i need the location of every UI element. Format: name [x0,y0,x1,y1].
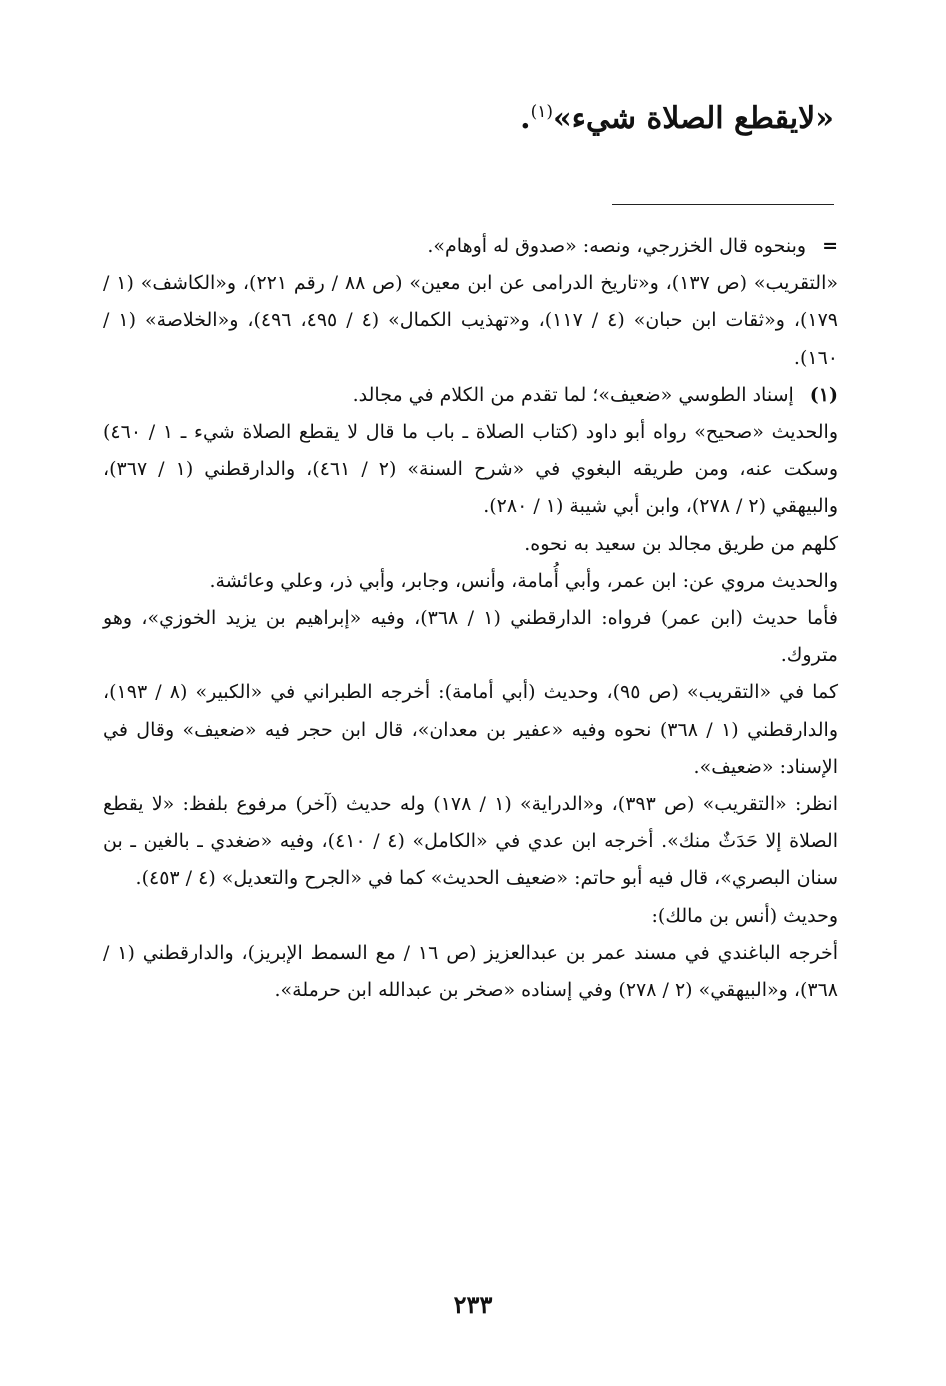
footnote-reference: (١) [530,102,554,122]
footnote-paragraph: انظر: «التقريب» (ص ٣٩٣)، و«الدراية» (١ / ١٧٨) وله حديث (آخر) مرفوع بلفظ: «لا يقطع الصلاة إلا حَدَثٌ منك». أخرجه ابن عدي في «الكامل» (٤ / ٤١٠)، وفيه «ضغدي ـ بالغين ـ بن سنان البصري»، قال فيه أبو حاتم: «ضعيف الحديث» كما في «الجرح والتعديل» (٤ / ٤٥٣). [103,793,839,890]
footnote-number: (١) [809,383,838,406]
continuation-text-1: وبنحوه قال الخزرجي، ونصه: «صدوق له أوهام». [427,235,807,257]
footnote-paragraph: فأما حديث (ابن عمر) فرواه: الدارقطني (١ / ٣٦٨)، وفيه «إبراهيم بن يزيد الخوزي»، وهو متروك. [103,607,839,667]
continuation-marker: = [822,235,838,257]
footnote-paragraph: والحديث مروي عن: ابن عمر، وأبي أُمامة، وأنس، وجابر، وأبي ذر، وعلي وعائشة. [209,569,838,592]
hadith-heading [520,98,834,140]
continuation-text-2: «التقريب» (ص ١٣٧)، و«تاريخ الدرامى عن ابن معين» (ص ٨٨ / رقم ٢٢١)، و«الكاشف» (١ / ١٧٩)، و«ثقات ابن حبان» (٤ / ١١٧)، و«تهذيب الكمال» (٤ / ٤٩٥، ٤٩٦)، و«الخلاصة» (١ / ١٦٠). [103,272,839,369]
hadith-text: «لايقطع الصلاة شيء» [553,101,834,136]
footnote-paragraph: أخرجه الباغندي في مسند عمر بن عبدالعزيز (ص ١٦ / مع السمط الإبريز)، والدارقطني (١ / ٣٦٨)، و«البيهقي» (٢ / ٢٧٨) وفي إسناده «صخر بن عبدالله ابن حرملة». [103,941,838,1002]
page-number: ٢٣٣ [453,1290,493,1319]
footnote-paragraph: وحديث (أنس بن مالك): [651,904,838,927]
footnote-text: إسناد الطوسي «ضعيف»؛ لما تقدم من الكلام في مجالد. [352,383,794,406]
footnote-separator [612,204,834,205]
footnotes-section [103,228,838,1009]
hadith-end: . [520,101,531,136]
footnote-paragraph: كلهم من طريق مجالد بن سعيد به نحوه. [524,532,838,555]
footnote-paragraph: كما في «التقريب» (ص ٩٥)، وحديث (أبي أمامة): أخرجه الطبراني في «الكبير» (٨ / ١٩٣)، والدارقطني (١ / ٣٦٨) نحوه وفيه «عفير بن معدان»، قال ابن حجر فيه «ضعيف» وقال في الإسناد: «ضعيف». [103,681,839,778]
footnote-paragraph: والحديث «صحيح» رواه أبو داود (كتاب الصلاة ـ باب ما قال لا يقطع الصلاة شيء ـ ١ / ٤٦٠) وسكت عنه، ومن طريقه البغوي في «شرح السنة» (٢ / ٤٦١)، والدارقطني (١ / ٣٦٧)، والبيهقي (٢ / ٢٧٨)، وابن أبي شيبة (١ / ٢٨٠). [103,421,838,518]
footnote-1 [103,377,838,414]
continuation-line [103,228,838,265]
